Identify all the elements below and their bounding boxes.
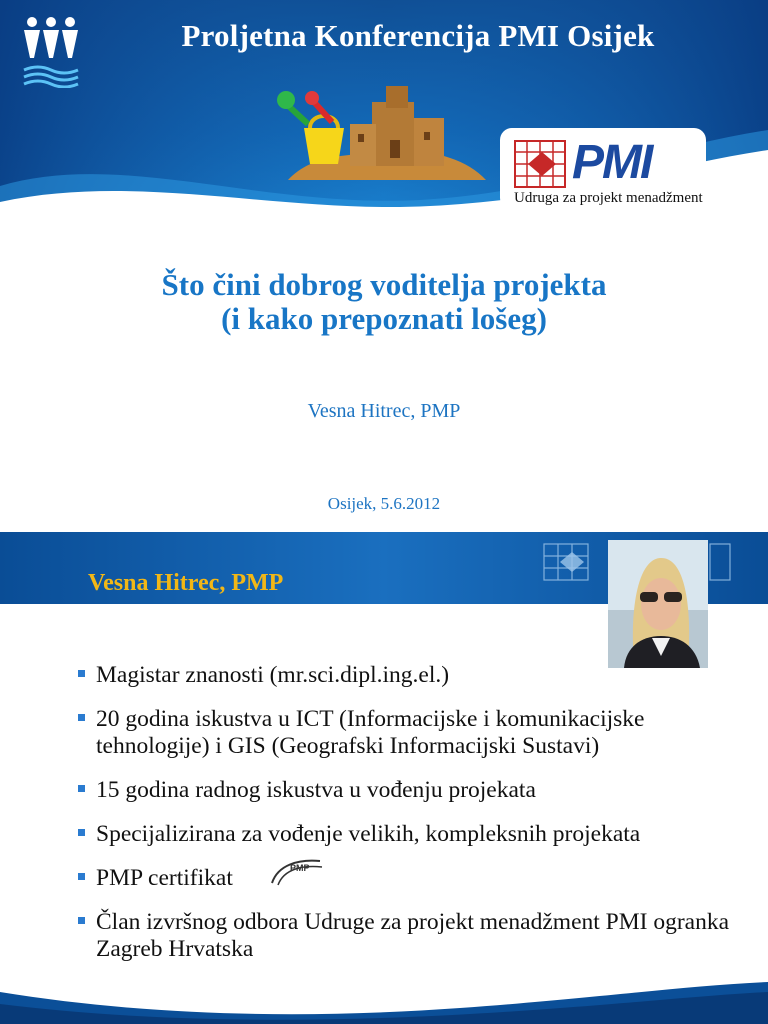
talk-title-line1: Što čini dobrog voditelja projekta <box>161 267 607 302</box>
speaker-photo <box>608 540 708 668</box>
talk-title <box>0 268 768 336</box>
bullet-square-icon <box>78 785 85 792</box>
pmi-logo-icon <box>514 140 566 188</box>
bullet-item-degree: Magistar znanosti (mr.sci.dipl.ing.el.) <box>78 662 758 689</box>
bullet-square-icon <box>78 829 85 836</box>
speaker-heading: Vesna Hitrec, PMP <box>88 570 284 596</box>
bullet-item-pmp-certificate: PMP certifikat PMP <box>78 865 758 892</box>
bullet-square-icon <box>78 714 85 721</box>
bullet-square-icon <box>78 917 85 924</box>
bullet-item-board-member: Član izvršnog odbora Udruge za projekt menadžment PMI ogranka Zagreb Hrvatska <box>78 909 758 963</box>
bullet-item-pm-experience: 15 godina radnog iskustva u vođenju projekata <box>78 777 758 804</box>
bullet-square-icon <box>78 873 85 880</box>
talk-title-line2: (i kako prepoznati lošeg) <box>221 301 547 336</box>
footer-wave <box>0 978 768 1024</box>
speaker-bullet-list <box>78 662 758 980</box>
pmp-badge-text: PMP <box>290 863 310 873</box>
conference-title: Proljetna Konferencija PMI Osijek <box>181 18 655 53</box>
pmi-logo-text: PMI <box>572 136 652 189</box>
author-name: Vesna Hitrec, PMP <box>307 400 461 422</box>
bullet-square-icon <box>78 670 85 677</box>
bullet-item-specialization: Specijalizirana za vođenje velikih, kompleksnih projekata <box>78 821 758 848</box>
presentation-date: Osijek, 5.6.2012 <box>327 494 441 513</box>
sandcastle-illustration <box>274 82 494 186</box>
bullet-item-ict-experience: 20 godina iskustva u ICT (Informacijske i komunikacijske tehnologije) i GIS (Geografski Informacijski Sustavi) <box>78 706 758 760</box>
pmp-badge-icon <box>268 857 324 887</box>
speaker-portrait-icon <box>608 540 708 668</box>
pmi-subtitle: Udruga za projekt menadžment <box>514 190 703 206</box>
speaker-slide <box>0 532 768 1024</box>
